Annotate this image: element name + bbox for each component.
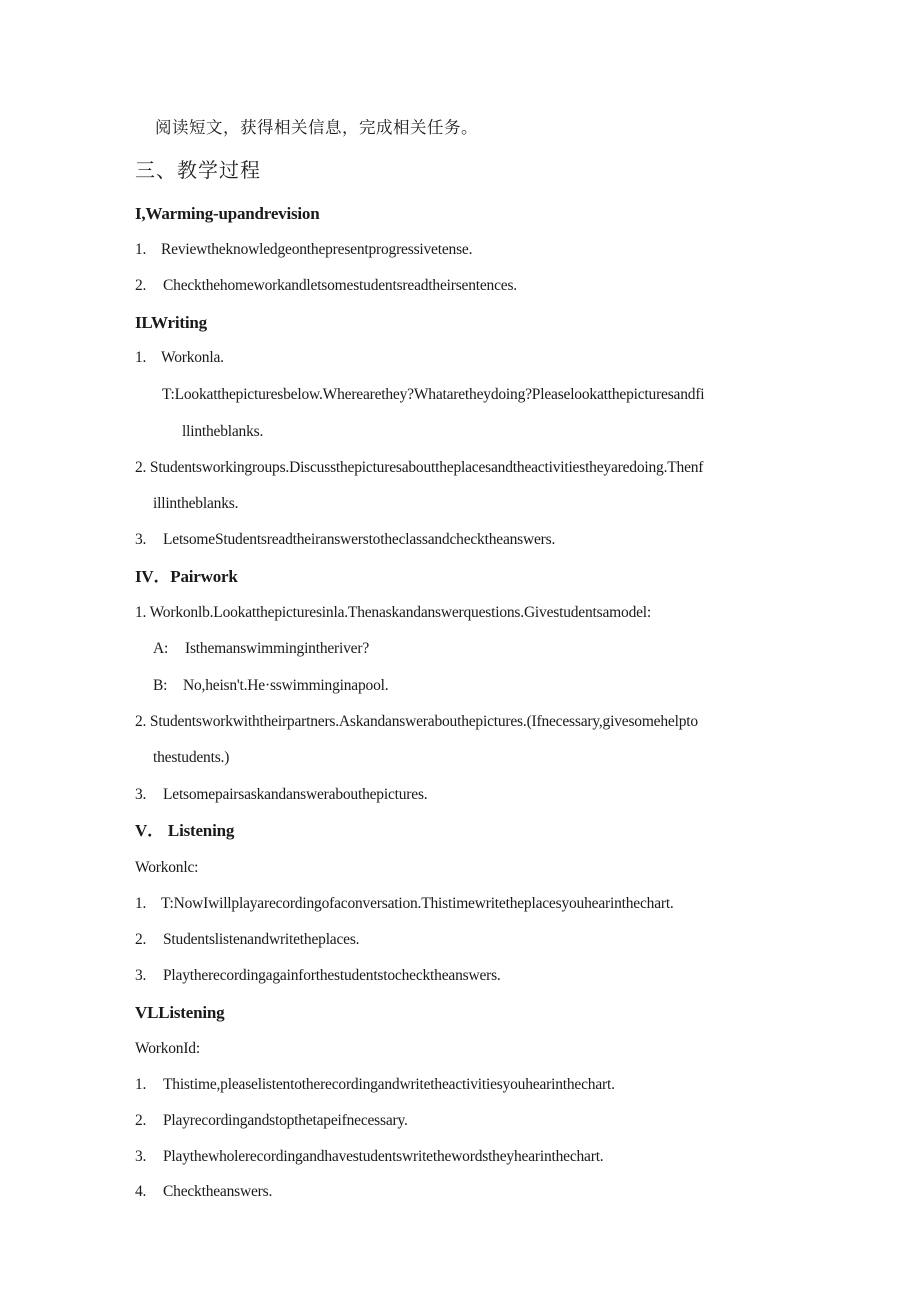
list-number: 2. [135,931,147,948]
list-text: Reviewtheknowledgeonthepresentprogressivetense. [161,241,473,258]
list-number: 2. [135,1112,147,1129]
section-heading-writing: ILWriting [135,313,207,332]
list-item [135,1111,408,1131]
list-item [135,1147,603,1167]
list-number: 1. [135,1076,147,1093]
list-text: T:NowIwillplayarecordingofaconversation.Thistimewritetheplacesyouhearinthechart. [161,895,674,912]
list-item [135,1075,615,1095]
dialog-text-a: Isthemanswimmingintheriver? [185,640,369,657]
dialog-speaker-a: A: [153,640,169,657]
list-text: Checktheanswers. [163,1183,273,1200]
list-number: 3. [135,1148,147,1165]
list-item [135,785,427,805]
list-item [135,348,224,368]
list-item [135,1182,272,1202]
list-number: 4. [135,1183,147,1200]
dialog-text-b: No,heisn't.He·sswimminginapool. [183,677,389,694]
section-heading-warming-up: I,Warming-upandrevision [135,204,320,223]
list-item [135,240,472,260]
teacher-instruction-line-2: llintheblanks. [182,423,264,440]
list-item [135,930,359,950]
section-title: 三、教学过程 [135,158,261,182]
section-heading-listening: V． Listening [135,821,235,840]
list-item-line-1: 2. Studentsworkingroups.Discussthepicturesabouttheplacesandtheactivitiestheyaredoing.Thenf [135,459,704,476]
list-text: Workonla. [161,349,224,366]
sub-heading: WorkonId: [135,1040,200,1057]
dialog-line-b [153,676,388,696]
list-number: 3. [135,531,147,548]
list-number: 3. [135,786,147,803]
list-item [135,966,501,986]
list-number: 2. [135,277,147,294]
list-item [135,530,555,550]
list-item-line-2: thestudents.) [153,749,230,766]
intro-text: 阅读短文，获得相关信息，完成相关任务。 [155,118,478,137]
list-number: 1. [135,241,147,258]
list-item-line-2: illintheblanks. [153,495,239,512]
list-number: 3. [135,967,147,984]
list-text: Playthewholerecordingandhavestudentswritethewordstheyhearinthechart. [163,1148,604,1165]
list-text: Playtherecordingagainforthestudentstochecktheanswers. [163,967,501,984]
list-text: LetsomeStudentsreadtheiranswerstotheclassandchecktheanswers. [163,531,556,548]
list-number: 1. [135,895,147,912]
dialog-speaker-b: B: [153,677,168,694]
list-item-line-1: 2. Studentsworkwiththeirpartners.Askandanswerabouthepictures.(Ifnecessary,givesomehelpto [135,713,698,730]
teacher-instruction-line-1: T:Lookatthepicturesbelow.Wherearethey?Whataretheydoing?Pleaselookatthepicturesandfi [162,386,705,403]
list-text: Checkthehomeworkandletsomestudentsreadtheirsentences. [163,277,517,294]
section-heading-pairwork: IV．Pairwork [135,567,238,586]
list-text: Studentslistenandwritetheplaces. [163,931,360,948]
list-item [135,276,517,296]
list-number: 1. [135,349,147,366]
section-heading-listening-2: VLListening [135,1003,225,1022]
sub-heading: Workonlc: [135,859,199,876]
dialog-line-a [153,639,369,659]
list-item [135,894,674,914]
list-text: Playrecordingandstopthetapeifnecessary. [163,1112,408,1129]
list-text: Thistime,pleaselistentotherecordingandwritetheactivitiesyouhearinthechart. [163,1076,615,1093]
list-text: Letsomepairsaskandanswerabouthepictures. [163,786,428,803]
list-item-line-1: 1. Workonlb.Lookatthepicturesinla.Thenaskandanswerquestions.Givestudentsamodel: [135,604,652,621]
